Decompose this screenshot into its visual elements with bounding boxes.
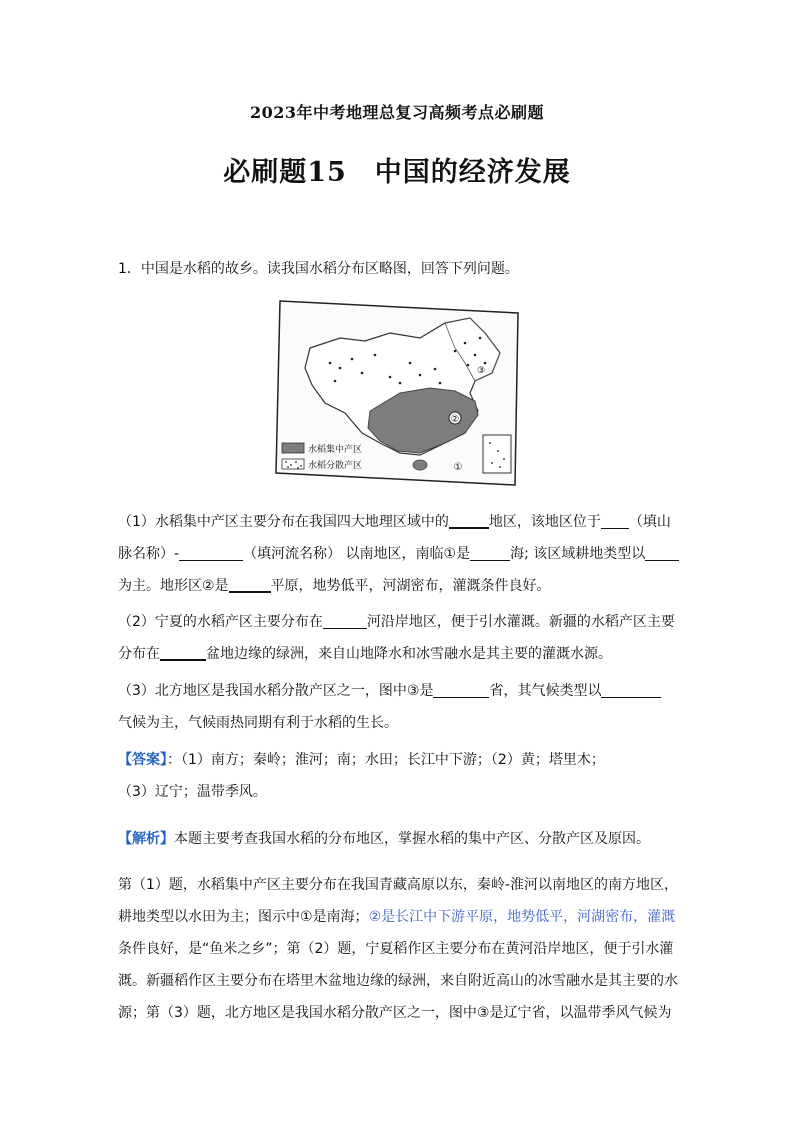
- p3-text-b: 省，其气候类型以: [489, 683, 602, 699]
- question-part-1: [118, 506, 678, 602]
- south-sea-inset: [483, 435, 511, 473]
- answer-block: [118, 744, 678, 808]
- answer-line-1: ：（1）南方；秦岭；淮河；南；水田；长江中下游；（2）黄；塔里木；: [167, 752, 605, 768]
- p1-text-e: （填河流名称） 以南地区，南临①是: [243, 546, 471, 562]
- p2-text-b: 河沿岸地区，便于引水灌溉。新疆的水稻产区主要: [366, 614, 675, 630]
- p2-text-a: （2）宁夏的水稻产区主要分布在: [118, 614, 323, 630]
- p1-text-d: 脉名称）-: [118, 546, 180, 562]
- answer-line-2: （3）辽宁；温带季风。: [118, 784, 267, 800]
- blank-region[interactable]: [449, 509, 489, 529]
- analysis-line-4: 溉。新疆稻作区主要分布在塔里木盆地边缘的绿洲，来自附近高山的冰雪融水是其主要的水: [118, 973, 678, 989]
- question-part-2: [118, 606, 678, 670]
- p2-text-c: 分布在: [118, 646, 160, 662]
- p1-text-c: （填山: [628, 514, 671, 530]
- p1-text-g: 为主。地形区②是: [118, 578, 229, 594]
- analysis-line-5: 源；第（3）题，北方地区是我国水稻分散产区之一，图中③是辽宁省，以温带季风气候为: [118, 1005, 672, 1021]
- question-part-3: [118, 675, 678, 739]
- analysis-line-1: 第（1）题，水稻集中产区主要分布在我国青藏高原以东，秦岭-淮河以南地区的南方地区，: [118, 877, 678, 893]
- blank-river[interactable]: [179, 542, 243, 561]
- map-figure: [270, 293, 525, 489]
- blank-basin[interactable]: [160, 641, 206, 661]
- p3-text-a: （3）北方地区是我国水稻分散产区之一，图中③是: [118, 683, 434, 699]
- hainan-island: [413, 460, 427, 470]
- p2-text-d: 盆地边缘的绿洲，来自山地降水和冰雪融水是其主要的灌溉水源。: [206, 646, 612, 662]
- blank-climate[interactable]: [601, 679, 661, 698]
- rice-distribution-map: [270, 293, 525, 489]
- p3-text-c: 气候为主，气候雨热同期有利于水稻的生长。: [118, 715, 398, 731]
- super-title: 2023年中考地理总复习高频考点必刷题: [249, 103, 545, 122]
- p1-text-b: 地区，该地区位于: [488, 514, 601, 530]
- blank-farmland-type[interactable]: [645, 542, 679, 561]
- analysis-line-2-highlight: ②是长江中下游平原，地势低平，河湖密布，灌溉: [368, 909, 676, 925]
- legend-swatch-concentrated: [282, 443, 304, 453]
- answer-label: 【答案】: [118, 752, 167, 768]
- blank-sea[interactable]: [470, 542, 510, 561]
- analysis-label: 【解析】: [118, 831, 174, 847]
- page-title: 必刷题15 中国的经济发展: [223, 157, 571, 188]
- blank-mountain[interactable]: [601, 510, 629, 529]
- legend-label-concentrated: 水稻集中产区: [308, 445, 363, 455]
- marker-3: ③: [476, 366, 486, 376]
- analysis-body: [118, 869, 684, 1029]
- p1-text-f: 海; 该区域耕地类型以: [510, 546, 646, 562]
- blank-yellow-river[interactable]: [323, 610, 367, 629]
- legend-label-scattered: 水稻分散产区: [308, 461, 363, 471]
- analysis-summary: 本题主要考查我国水稻的分布地区，掌握水稻的集中产区、分散产区及原因。: [174, 831, 650, 847]
- blank-province[interactable]: [433, 679, 489, 698]
- question-intro: 1．中国是水稻的故乡。读我国水稻分布区略图，回答下列问题。: [118, 261, 519, 277]
- analysis-line-2: 耕地类型以水田为主；图示中①是南海；: [118, 909, 369, 925]
- analysis-heading: [118, 823, 678, 855]
- p1-text-a: （1）水稻集中产区主要分布在我国四大地理区域中的: [118, 514, 449, 530]
- marker-2: ②: [450, 414, 460, 425]
- legend-swatch-scattered: [282, 459, 304, 469]
- blank-plain[interactable]: [229, 573, 271, 593]
- analysis-line-3: 条件良好，是“鱼米之乡”；第（2）题，宁夏稻作区主要分布在黄河沿岸地区，便于引水灌: [118, 941, 674, 957]
- p1-text-h: 平原，地势低平，河湖密布，灌溉条件良好。: [270, 578, 551, 594]
- marker-1: ①: [453, 462, 463, 473]
